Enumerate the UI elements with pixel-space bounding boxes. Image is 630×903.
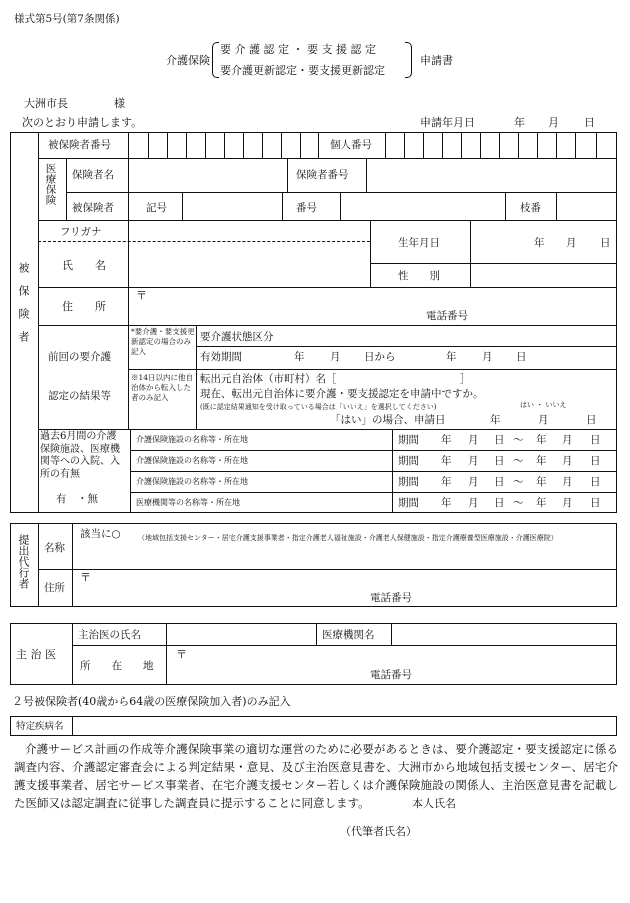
agent-name-label: 名称 (44, 542, 65, 554)
intro-text: 次のとおり申請します。 (22, 116, 143, 129)
yes-no-choice[interactable]: はい ・ いいえ (520, 401, 567, 409)
period-3-year: 年 (441, 476, 452, 488)
period-1-to-month: 月 (562, 434, 573, 446)
date-label: 申請年月日 (420, 116, 475, 129)
medical-facility-label: 医療機関等の名称等・所在地 (136, 498, 240, 507)
title-option-2: 要介護更新認定・要支援更新認定 (220, 64, 385, 77)
insured-number-label: 被保険者番号 (48, 139, 111, 151)
name-label: 氏 名 (62, 259, 106, 272)
transfer-question: 現在、転出元自治体に要介護・要支援認定を申請中ですか。 (200, 388, 484, 400)
title-bracket-right (405, 42, 412, 78)
period-2-day: 日 (494, 455, 505, 467)
period-3-tilde: ～ (513, 476, 524, 488)
facility-label-2: 介護保険施設の名称等・所在地 (136, 456, 248, 465)
period-2-month: 月 (468, 455, 479, 467)
address-postal: 〒 (136, 289, 147, 302)
period-1-to-day: 日 (590, 434, 601, 446)
period-2-year: 年 (441, 455, 452, 467)
title-prefix: 介護保険 (166, 54, 210, 67)
period-2-to-year: 年 (536, 455, 547, 467)
agent-types: （地域包括支援センター・居宅介護支援事業者・指定介護老人福祉施設・介護老人保健施設・指定介護療養型医療施設・介護医療院） (138, 534, 558, 542)
doctor-location-label: 所 在 地 (80, 660, 154, 672)
period-1-day: 日 (494, 434, 505, 446)
period-label-3: 期間 (398, 476, 419, 488)
period-3-day: 日 (494, 476, 505, 488)
title-suffix: 申請書 (420, 54, 453, 67)
past6-label: 過去6月間の介護保険施設、医療機関等への入院、入所の有無 (40, 431, 120, 480)
care-level-label: 要介護状態区分 (200, 331, 274, 343)
valid-from-label: 日から (364, 351, 396, 363)
section-doctor-label: 主 治 医 (16, 648, 56, 661)
disease-label: 特定疾病名 (16, 721, 64, 732)
facility-label-3: 介護保険施設の名称等・所在地 (136, 477, 248, 486)
title-option-1: 要 介 護 認 定 ・ 要 支 援 認 定 (220, 43, 376, 56)
period-2-to-day: 日 (590, 455, 601, 467)
disease-table (10, 716, 617, 736)
addressee: 大洲市長 (24, 97, 68, 110)
transfer-from-close: ］ (460, 373, 471, 385)
period-2-tilde: ～ (513, 455, 524, 467)
period-4-tilde: ～ (513, 497, 524, 509)
period-4-to-day: 日 (590, 497, 601, 509)
period-3-month: 月 (468, 476, 479, 488)
doctor-postal: 〒 (176, 648, 187, 661)
address-label: 住 所 (62, 300, 106, 313)
facility-label-1: 介護保険施設の名称等・所在地 (136, 435, 248, 444)
transfer-from-label: 転出元自治体（市町村）名［ (200, 373, 337, 385)
prev-note-renewal: *要介護・要支援更新認定の場合のみ記入 (131, 327, 195, 356)
period-1-year: 年 (441, 434, 452, 446)
prev-result-label-1: 前回の要介護 (48, 351, 111, 363)
birth-label: 生年月日 (398, 237, 440, 249)
if-yes-month: 月 (538, 414, 549, 426)
agent-address-label: 住所 (44, 582, 65, 594)
section-agent-label: 提出代行者 (17, 534, 30, 589)
period-4-month: 月 (468, 497, 479, 509)
proxy-label: （代筆者氏名） (340, 825, 417, 838)
if-yes-day: 日 (586, 414, 597, 426)
form-number: 様式第5号(第7条関係) (14, 13, 120, 25)
addressee-sama: 様 (114, 97, 125, 110)
personal-number-label: 個人番号 (330, 139, 372, 151)
period-3-to-year: 年 (536, 476, 547, 488)
birth-year: 年 (534, 237, 545, 249)
valid-to-year: 年 (446, 351, 457, 363)
address-phone-label: 電話番号 (426, 310, 468, 322)
bango-label: 番号 (296, 202, 317, 214)
section-insured-label: 被保険者 (17, 262, 30, 354)
title-bracket-left (212, 42, 219, 78)
period-2-to-month: 月 (562, 455, 573, 467)
insurer-name-label: 保険者名 (72, 169, 114, 181)
sex-label: 性 別 (398, 270, 440, 282)
furigana-label: フリガナ (60, 226, 102, 238)
prev-note-transfer: ※14日以内に他自治体から転入した者のみ記入 (131, 373, 194, 402)
valid-to-day: 日 (516, 351, 527, 363)
doctor-phone-label: 電話番号 (370, 669, 412, 681)
birth-day: 日 (600, 237, 611, 249)
period-4-to-year: 年 (536, 497, 547, 509)
edaban-label: 枝番 (520, 202, 541, 214)
date-day: 日 (584, 116, 595, 129)
signer-label: 本人氏名 (412, 797, 456, 810)
valid-from-month: 月 (330, 351, 341, 363)
agent-phone-label: 電話番号 (370, 592, 412, 604)
period-label-2: 期間 (398, 455, 419, 467)
period-1-tilde: ～ (513, 434, 524, 446)
if-yes-label: 「はい」の場合、申請日 (330, 414, 446, 426)
valid-to-month: 月 (482, 351, 493, 363)
medical-insured-label: 被保険者 (72, 202, 114, 214)
medical-institution-label: 医療機関名 (322, 629, 375, 641)
valid-period-label: 有効期間 (200, 351, 242, 363)
period-1-month: 月 (468, 434, 479, 446)
period-3-to-day: 日 (590, 476, 601, 488)
if-yes-year: 年 (490, 414, 501, 426)
medical-insurance-label: 医療保険 (44, 163, 57, 205)
agent-postal: 〒 (80, 571, 91, 584)
period-4-day: 日 (494, 497, 505, 509)
period-1-to-year: 年 (536, 434, 547, 446)
period-4-to-month: 月 (562, 497, 573, 509)
transfer-note: (既に認定結果通知を受け取っている場合は「いいえ」を選択してください) (200, 403, 437, 411)
note-2go: ２号被保険者(40歳から64歳の医療保険加入者)のみ記入 (12, 695, 291, 708)
period-3-to-month: 月 (562, 476, 573, 488)
agent-check-label: 該当に○ (80, 528, 121, 540)
period-label-4: 期間 (398, 497, 419, 509)
period-4-year: 年 (441, 497, 452, 509)
doctor-name-label: 主治医の氏名 (78, 629, 141, 641)
prev-result-label-2: 認定の結果等 (48, 390, 111, 402)
consent-text: 介護サービス計画の作成等介護保険事業の適切な運営のために必要があるときは、要介護認定・要支援認定に係る調査内容、介護認定審査会による判定結果・意見、及び主治医意見書を、大洲市から地域包括支援センター、居宅介護支援事業者、居宅サービス事業者、在宅介護支援センター若しくは介護保険施設の関係人、主治医意見書を記載した医師又は認定調査に従事した調査員に提示することに同意します。 (14, 742, 618, 810)
date-month: 月 (548, 116, 559, 129)
birth-month: 月 (566, 237, 577, 249)
kigo-label: 記号 (146, 202, 167, 214)
ari-nashi-choice[interactable]: 有 ・無 (56, 493, 98, 505)
valid-from-year: 年 (294, 351, 305, 363)
date-year: 年 (514, 116, 525, 129)
period-label-1: 期間 (398, 434, 419, 446)
insurer-number-label: 保険者番号 (296, 169, 349, 181)
